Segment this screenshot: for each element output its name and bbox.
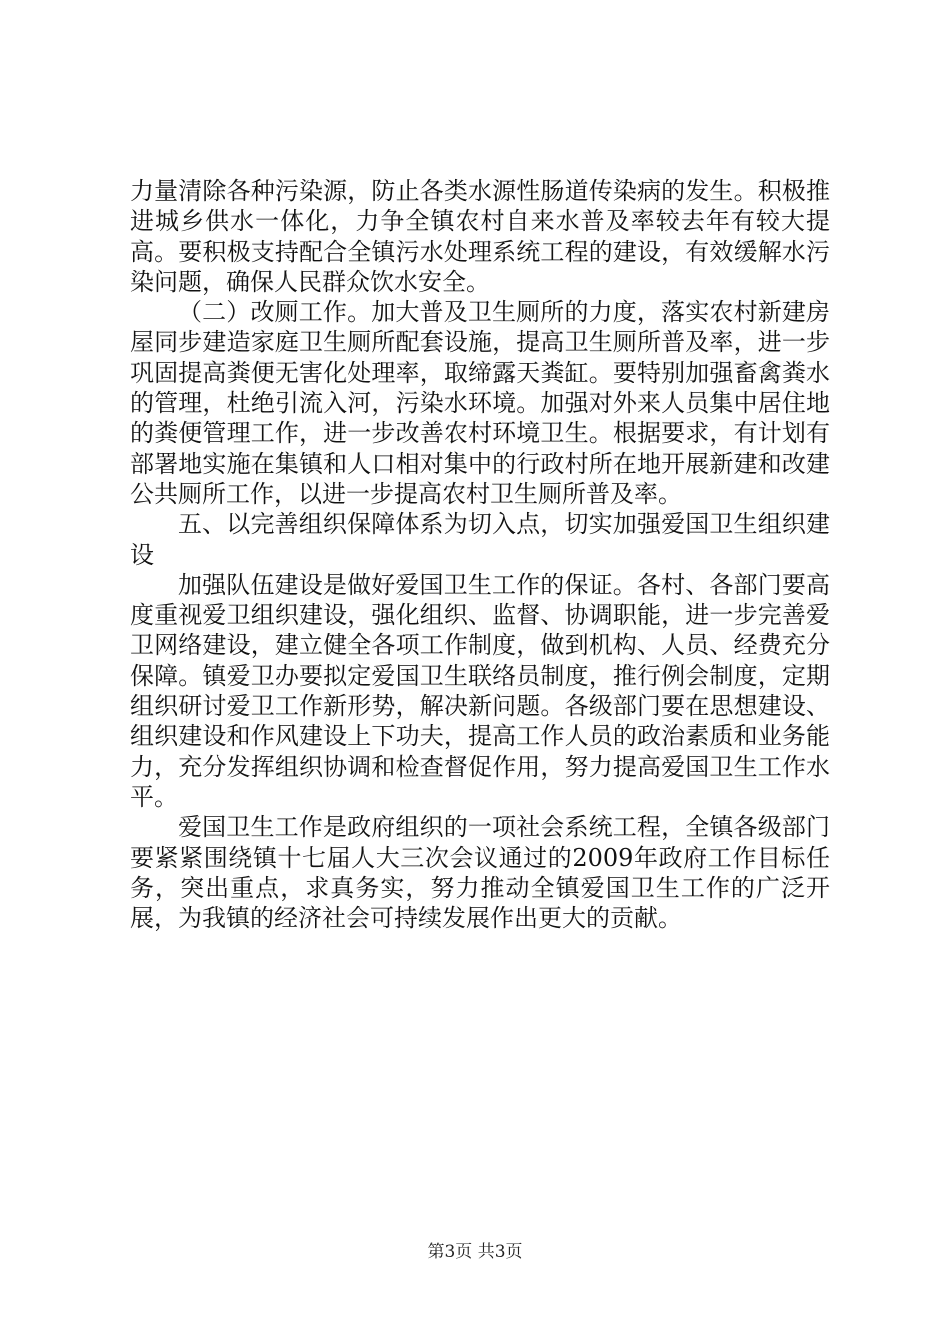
page-footer: 第3页 共3页 [427,1242,523,1262]
paragraph-toilet-reform: （二）改厕工作。加大普及卫生厕所的力度，落实农村新建房屋同步建造家庭卫生厕所配套设施，提高卫生厕所普及率，进一步巩固提高粪便无害化处理率，取缔露天粪缸。要特别加强畜禽粪水的管理，杜绝引流入河，污染水环境。加强对外来人员集中居住地的粪便管理工作，进一步改善农村环境卫生。根据要求，有计划有部署地实施在集镇和人口相对集中的行政村所在地开展新建和改建公共厕所工作，以进一步提高农村卫生厕所普及率。 [130,298,830,508]
paragraph-conclusion: 爱国卫生工作是政府组织的一项社会系统工程，全镇各级部门要紧紧围绕镇十七届人大三次会议通过的2009年政府工作目标任务，突出重点，求真务实，努力推动全镇爱国卫生工作的广泛开展，为我镇的经济社会可持续发展作出更大的贡献。 [130,813,830,933]
paragraph-water-safety: 力量清除各种污染源，防止各类水源性肠道传染病的发生。积极推进城乡供水一体化，力争全镇农村自来水普及率较去年有较大提高。要积极支持配合全镇污水处理系统工程的建设，有效缓解水污染问题，确保人民群众饮水安全。 [130,177,830,296]
document-body [130,176,830,933]
section-heading-organization: 五、以完善组织保障体系为切入点，切实加强爱国卫生组织建设 [130,510,830,569]
paragraph-team-building: 加强队伍建设是做好爱国卫生工作的保证。各村、各部门要高度重视爱卫组织建设，强化组织、监督、协调职能，进一步完善爱卫网络建设，建立健全各项工作制度，做到机构、人员、经费充分保障。镇爱卫办要拟定爱国卫生联络员制度，推行例会制度，定期组织研讨爱卫工作新形势，解决新问题。各级部门要在思想建设、组织建设和作风建设上下功夫，提高工作人员的政治素质和业务能力，充分发挥组织协调和检查督促作用，努力提高爱国卫生工作水平。 [130,570,830,811]
